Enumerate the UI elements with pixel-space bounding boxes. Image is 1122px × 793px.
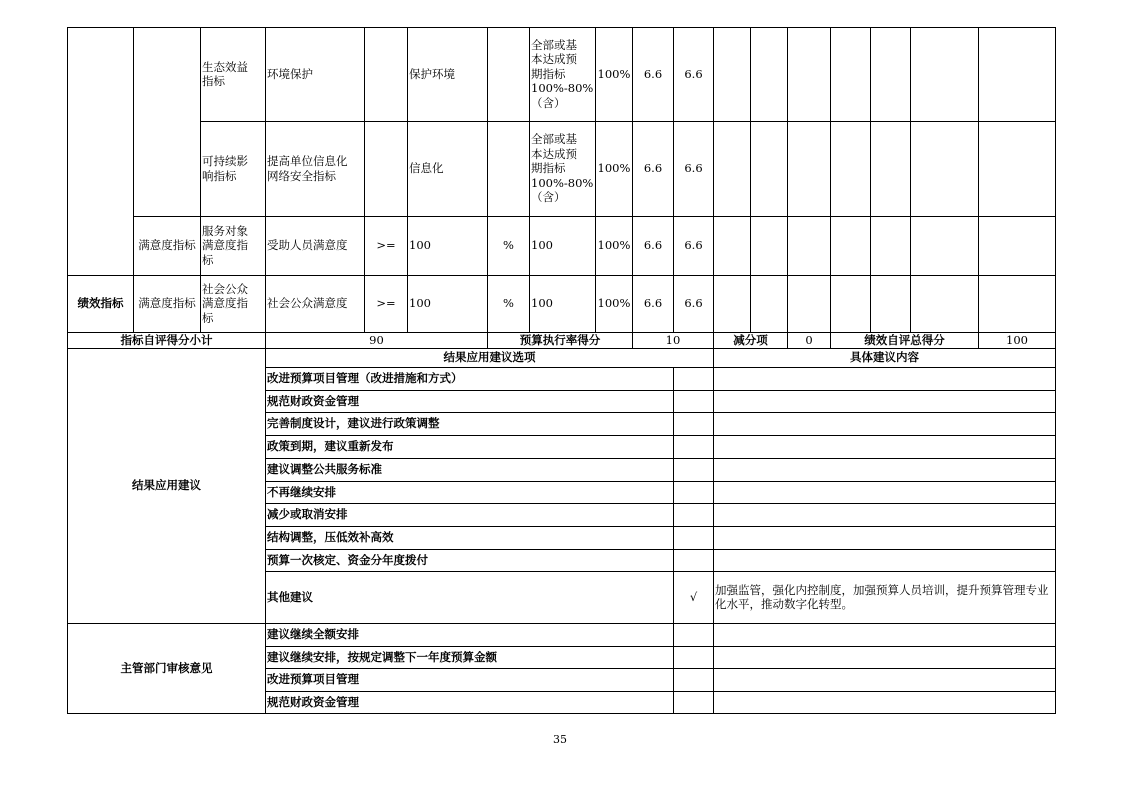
grid-line bbox=[978, 332, 979, 349]
perf-actual-cell: 100 bbox=[531, 296, 553, 311]
perf-actual-cell: 全部或基 本达成预 期指标 100%-80% （含） bbox=[531, 37, 594, 110]
suggestion-detail-text: 加强监管，强化内控制度，加强预算人员培训，提升预算管理专业化水平，推动数字化转型。 bbox=[715, 582, 1049, 611]
total-value: 100 bbox=[1006, 332, 1028, 347]
grid-line bbox=[133, 27, 134, 333]
perf-weight-cell: 6.6 bbox=[643, 161, 663, 176]
grid-line bbox=[1055, 348, 1056, 714]
review-check-mark bbox=[675, 624, 712, 645]
perf-actual-cell: 100 bbox=[531, 238, 553, 253]
suggestion-option-label: 预算一次核定、资金分年度拨付 bbox=[267, 552, 428, 567]
suggestion-option-label: 其他建议 bbox=[267, 589, 313, 604]
grid-line bbox=[364, 27, 365, 333]
perf-completion-cell: 100% bbox=[597, 238, 631, 253]
suggestion-check-mark bbox=[675, 482, 712, 502]
perf-unit-cell: % bbox=[503, 238, 514, 253]
grid-line bbox=[632, 332, 633, 349]
perf-level2-cell: 满意度指标 bbox=[138, 296, 196, 311]
suggestion-option-label: 减少或取消安排 bbox=[267, 507, 348, 522]
suggestion-check-mark bbox=[675, 459, 712, 480]
perf-score-cell: 6.6 bbox=[684, 161, 703, 176]
suggestion-check-mark bbox=[675, 550, 712, 570]
grid-line bbox=[673, 27, 674, 333]
perf-target-cell: 100 bbox=[409, 238, 431, 253]
review-option-label: 建议继续全额安排 bbox=[267, 627, 359, 642]
suggestion-option-label: 结构调整，压低效补高效 bbox=[267, 530, 394, 545]
grid-line bbox=[910, 27, 911, 333]
grid-line bbox=[67, 27, 68, 333]
grid-line bbox=[200, 27, 201, 333]
perf-weight-cell: 6.6 bbox=[643, 66, 663, 81]
suggestion-check-mark bbox=[675, 436, 712, 457]
grid-line bbox=[713, 27, 714, 333]
perf-target-cell: 保护环境 bbox=[409, 66, 455, 81]
suggestion-section-label: 结果应用建议 bbox=[132, 478, 201, 493]
grid-line bbox=[265, 348, 266, 714]
page-number: 35 bbox=[553, 733, 567, 746]
perf-target-cell: 100 bbox=[409, 296, 431, 311]
suggestion-check-mark bbox=[675, 504, 712, 525]
perf-score-cell: 6.6 bbox=[684, 66, 703, 81]
perf-unit-cell bbox=[489, 28, 528, 120]
suggestion-header-options: 结果应用建议选项 bbox=[443, 350, 536, 365]
suggestion-option-label: 改进预算项目管理（改进措施和方式） bbox=[267, 371, 463, 386]
review-option-label: 规范财政资金管理 bbox=[267, 694, 359, 709]
perf-unit-cell: % bbox=[503, 296, 514, 311]
subtotal-label: 指标自评得分小计 bbox=[120, 332, 213, 347]
perf-completion-cell: 100% bbox=[597, 66, 631, 81]
subtotal-value: 90 bbox=[369, 332, 384, 347]
grid-line bbox=[978, 27, 979, 333]
grid-line bbox=[67, 332, 68, 349]
grid-line bbox=[830, 332, 831, 349]
review-option-label: 改进预算项目管理 bbox=[267, 672, 359, 687]
budget-value: 10 bbox=[665, 332, 681, 347]
suggestion-option-label: 建议调整公共服务标准 bbox=[267, 462, 382, 477]
perf-weight-cell: 6.6 bbox=[643, 296, 663, 311]
perf-actual-cell: 全部或基 本达成预 期指标 100%-80% （含） bbox=[531, 132, 594, 205]
grid-line bbox=[487, 332, 488, 349]
suggestion-detail-text bbox=[715, 527, 1054, 548]
perf-indicator-cell: 受助人员满意度 bbox=[267, 238, 348, 253]
grid-line bbox=[787, 27, 788, 333]
grid-line bbox=[487, 27, 488, 333]
perf-unit-cell bbox=[489, 122, 528, 215]
suggestion-option-label: 不再继续安排 bbox=[267, 484, 336, 499]
suggestion-detail-text bbox=[715, 550, 1054, 570]
grid-line bbox=[265, 27, 266, 333]
suggestion-check-mark bbox=[675, 391, 712, 411]
perf-level2-cell: 满意度指标 bbox=[138, 238, 196, 253]
perf-indicator-cell: 环境保护 bbox=[267, 66, 313, 81]
grid-line bbox=[67, 713, 1056, 714]
perf-indicator-cell: 提高单位信息化 网络安全指标 bbox=[267, 154, 348, 183]
perf-weight-cell: 6.6 bbox=[643, 238, 663, 253]
review-detail-text bbox=[715, 647, 1054, 667]
grid-line bbox=[529, 27, 530, 333]
perf-completion-cell: 100% bbox=[597, 161, 631, 176]
grid-line bbox=[265, 332, 266, 349]
perf-level1-cell: 绩效指标 bbox=[77, 296, 124, 311]
deduct-value: 0 bbox=[805, 332, 813, 347]
review-option-label: 建议继续安排，按规定调整下一年度预算金额 bbox=[267, 649, 497, 664]
grid-line bbox=[632, 27, 633, 333]
total-label: 绩效自评总得分 bbox=[864, 332, 945, 347]
perf-completion-cell: 100% bbox=[597, 296, 631, 311]
suggestion-detail-text bbox=[715, 504, 1054, 525]
grid-line bbox=[673, 367, 674, 714]
suggestion-detail-text bbox=[715, 391, 1054, 411]
suggestion-check-mark bbox=[675, 527, 712, 548]
review-check-mark bbox=[675, 669, 712, 690]
budget-label: 预算执行率得分 bbox=[519, 332, 601, 347]
perf-level3-cell: 可持续影 响指标 bbox=[202, 154, 248, 183]
suggestion-check-mark bbox=[675, 413, 712, 434]
perf-level3-cell: 社会公众 满意度指 标 bbox=[202, 281, 248, 325]
perf-score-cell: 6.6 bbox=[684, 296, 703, 311]
suggestion-header-detail: 具体建议内容 bbox=[850, 350, 919, 365]
perf-target-cell: 信息化 bbox=[409, 161, 444, 176]
perf-score-cell: 6.6 bbox=[684, 238, 703, 253]
suggestion-check-mark bbox=[675, 368, 712, 389]
deduct-label: 减分项 bbox=[733, 332, 768, 347]
grid-line bbox=[830, 27, 831, 333]
perf-operator-cell: >= bbox=[376, 296, 396, 311]
suggestion-detail-text bbox=[715, 368, 1054, 389]
grid-line bbox=[407, 27, 408, 333]
grid-line bbox=[595, 27, 596, 333]
grid-line bbox=[750, 27, 751, 333]
perf-level3-cell: 服务对象 满意度指 标 bbox=[202, 223, 248, 267]
review-detail-text bbox=[715, 624, 1054, 645]
perf-indicator-cell: 社会公众满意度 bbox=[267, 296, 348, 311]
perf-operator-cell: >= bbox=[376, 238, 396, 253]
suggestion-check-mark: √ bbox=[689, 589, 698, 604]
grid-line bbox=[67, 348, 68, 714]
suggestion-option-label: 规范财政资金管理 bbox=[267, 393, 359, 408]
grid-line bbox=[713, 348, 714, 714]
review-check-mark bbox=[675, 692, 712, 712]
review-detail-text bbox=[715, 669, 1054, 690]
grid-line bbox=[787, 332, 788, 349]
review-detail-text bbox=[715, 692, 1054, 712]
suggestion-option-label: 完善制度设计，建议进行政策调整 bbox=[267, 416, 440, 431]
grid-line bbox=[870, 27, 871, 333]
suggestion-detail-text bbox=[715, 459, 1054, 480]
grid-line bbox=[1055, 27, 1056, 333]
grid-line bbox=[713, 332, 714, 349]
perf-operator-cell bbox=[366, 28, 406, 120]
suggestion-detail-text bbox=[715, 482, 1054, 502]
perf-operator-cell bbox=[366, 122, 406, 215]
perf-level3-cell: 生态效益 指标 bbox=[202, 59, 248, 88]
suggestion-option-label: 政策到期，建议重新发布 bbox=[267, 439, 394, 454]
suggestion-detail-text bbox=[715, 413, 1054, 434]
review-section-label: 主管部门审核意见 bbox=[120, 660, 213, 675]
suggestion-detail-text bbox=[715, 436, 1054, 457]
review-check-mark bbox=[675, 647, 712, 667]
grid-line bbox=[1055, 332, 1056, 349]
